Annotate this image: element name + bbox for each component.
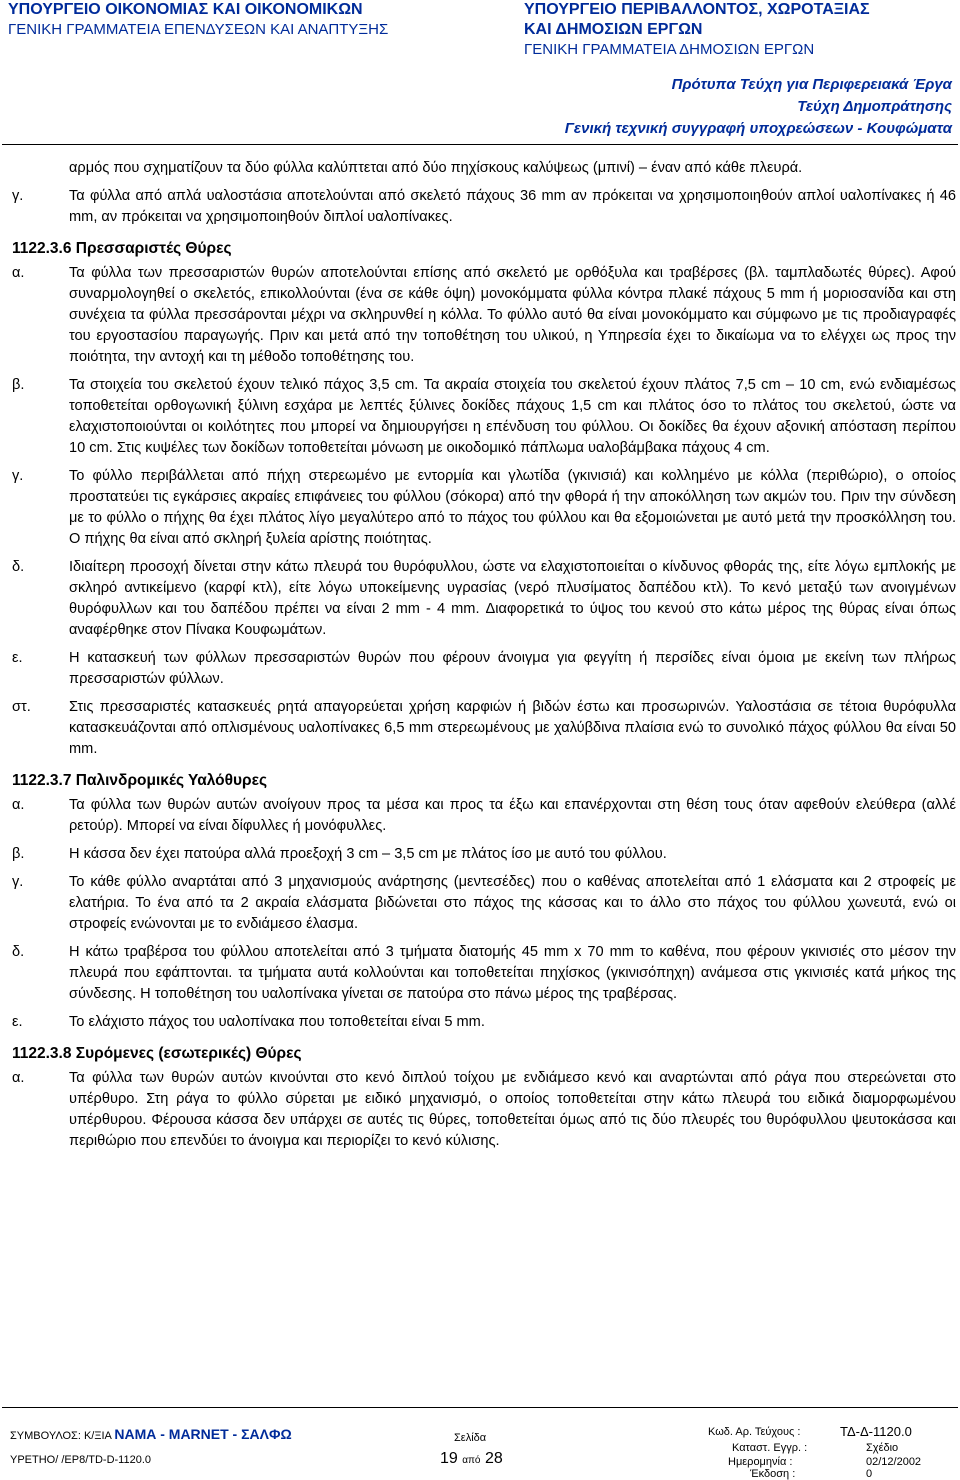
paragraph-text: αρμός που σχηματίζουν τα δύο φύλλα καλύπτεται από δύο πηχίσκους καλύψεως (μπινί) – έναν από κάθε πλευρά. <box>69 160 803 176</box>
list-text: Ιδιαίτερη προσοχή δίνεται στην κάτω πλευρά του θυρόφυλλου, ώστε να ελαχιστοποιείται ο κίνδυνος φθοράς της, είτε λόγω εμπλοκής με σκληρό αντικείμενο (καρφί κτλ), είτε λόγω υποκείμενης υγρασίας (νερό πλυσίματος δαπέδου κτλ). Το κενό μεταξύ των ανοιγμένων θυρόφυλλων και του δαπέδου πρέπει να είναι 2 mm - 4 mm. Διαφορετικά το ύψος του κενού στο κάτω μέρος της θύρας είναι όπως αναφέρθηκε στον Πίνακα Κουφωμάτων. <box>69 559 956 638</box>
list-item <box>12 375 956 459</box>
list-text: Η κάσσα δεν έχει πατούρα αλλά προεξοχή 3 cm – 3,5 cm με πλάτος ίσο με αυτό του φύλλου. <box>69 846 667 862</box>
ministry-economy-subtitle: ΓΕΝΙΚΗ ΓΡΑΜΜΑΤΕΙΑ ΕΠΕΝΔΥΣΕΩΝ ΚΑΙ ΑΝΑΠΤΥΞΗΣ <box>8 21 389 38</box>
code-key: Κωδ. Αρ. Τεύχους : <box>708 1426 801 1438</box>
stage-key: Καταστ. Εγγρ. : <box>732 1442 808 1454</box>
advisor <box>10 1426 292 1442</box>
document-series: Πρότυπα Τεύχη για Περιφερειακά Έργα <box>671 76 952 93</box>
section-heading: 1122.3.6 Πρεσσαριστές Θύρες <box>12 240 232 257</box>
document-subject: Γενική τεχνική συγγραφή υποχρεώσεων - Κουφώματα <box>564 120 952 137</box>
list-text: Το φύλλο περιβάλλεται από πήχη στερεωμένο με εντορμία και γλωτίδα (γκινισιά) και κολλημένο με κόλλα (περιθώριο), ο οποίος προστατεύει τις εγκάρσιες ακραίες επιφάνειες του φύλλου (σόκορα) από την φθορά ή την αποκόλληση των ακμών του. Πριν την σύνδεση με το φύλλο ο πήχης θα έχει πλάτος λίγο μεγαλύτερο από το πάχος του φύλλου και θα εξομοιώνεται με αυτό μετά την προσκόλληση του. Ο πήχης θα είναι από σκληρή ξυλεία αρίστης ποιότητας. <box>69 468 956 547</box>
list-text: Η κατασκευή των φύλλων πρεσσαριστών θυρών που φέρουν άνοιγμα για φεγγίτη ή περσίδες είναι όμοια με εκείνη των πλήρως πρεσσαριστών φύλλων. <box>69 650 956 687</box>
list-label: γ. <box>12 188 24 204</box>
list-item <box>12 648 956 690</box>
header-left <box>8 0 388 40</box>
list-label: στ. <box>12 699 31 715</box>
ministry-environment-title-line2: ΚΑΙ ΔΗΜΟΣΙΩΝ ΕΡΓΩΝ <box>524 21 703 38</box>
list-text: Τα φύλλα των θυρών αυτών κινούνται στο κενό διπλού τοίχου με ενδιάμεσο κενό και αναρτώνται από ράγα που στερεώνεται στο υπέρθυρο. Στη ράγα το φύλλο σύρεται με ειδικό μηχανισμό, ο οποίος τοποθετείται στην κάτω πλευρά του ειδικά διαμορφωμένου υπέρθυρου. Φέρουσα κάσσα δεν υπάρχει σε αυτές τις θύρες, τοποθετείται όμως από τις δύο πλευρές του θυρόφυλλου ψευτοκάσσα και περιθώριο που επενδύει το άνοιγμα και περιορίζει το κενό κύλισης. <box>69 1070 956 1149</box>
list-text: Τα φύλλα των θυρών αυτών ανοίγουν προς τα μέσα και προς τα έξω και επανέρχονται στη θέση τους όταν αφεθούν ελεύθερα (αλλέ ρετούρ). Μπορεί να είναι δίφυλλες ή μονόφυλλες. <box>69 797 956 834</box>
list-label: δ. <box>12 944 25 960</box>
section-heading: 1122.3.7 Παλινδρομικές Υαλόθυρες <box>12 772 268 789</box>
list-item <box>12 186 956 228</box>
document-type: Τεύχη Δημοπράτησης <box>797 98 952 115</box>
list-label: γ. <box>12 874 24 890</box>
ministry-economy-title: ΥΠΟΥΡΓΕΙΟ ΟΙΚΟΝΟΜΙΑΣ ΚΑΙ ΟΙΚΟΝΟΜΙΚΩΝ <box>8 1 363 18</box>
list-label: α. <box>12 1070 25 1086</box>
ministry-environment-title-line1: ΥΠΟΥΡΓΕΙΟ ΠΕΡΙΒΑΛΛΟΝΤΟΣ, ΧΩΡΟΤΑΞΙΑΣ <box>524 1 870 18</box>
page-of: από <box>462 1455 481 1466</box>
list-label: β. <box>12 846 25 862</box>
list-text: Τα φύλλα από απλά υαλοστάσια αποτελούνται από σκελετό πάχους 36 mm αν πρόκειται να χρησιμοποιηθούν απλοί υαλοπίνακες ή 46 mm, αν πρόκειται να χρησιμοποιηθούν διπλοί υαλοπίνακες. <box>69 188 956 225</box>
advisor-label: ΣΥΜΒΟΥΛΟΣ: Κ/ΞΙΑ <box>10 1430 112 1442</box>
date-key: Ημερομηνία : <box>728 1456 793 1468</box>
page-current: 19 <box>440 1450 458 1467</box>
page-total: 28 <box>484 1450 503 1467</box>
stage-value: Σχέδιο <box>866 1442 899 1454</box>
list-label: ε. <box>12 1014 23 1030</box>
footer-divider <box>2 1407 958 1408</box>
list-text: Τα στοιχεία του σκελετού έχουν τελικό πάχος 3,5 cm. Τα ακραία στοιχεία του σκελετού έχουν πλάτος 7,5 cm – 10 cm, ενώ ενδιαμέσως τοποθετείται ορθογωνική ξύλινη εσχάρα με λεπτές ξύλινες δοκίδες πάχους 1,5 cm και πλάτος όσο το πλάτος του σκελετού, ώστε να ελαχιστοποιούνται οι κοιλότητες που μπορεί να δημιουργήσει η επένδυση του φύλλου. Οι δοκίδες θα έχουν αξονική απόσταση περίπου 10 cm. Στις κυψέλες των δοκίδων τοποθετείται μόνωση με οικοδομικό πάπλωμα υαλοβάμβακα πάχους 4 cm. <box>69 377 956 456</box>
edition-value: 0 <box>866 1468 873 1480</box>
date-value: 02/12/2002 <box>866 1456 922 1468</box>
list-item <box>12 697 956 760</box>
code-value: ΤΔ-Δ-1120.0 <box>840 1424 912 1439</box>
list-label: α. <box>12 797 25 813</box>
paragraph <box>12 158 956 179</box>
advisor-name: ΝΑΜΑ - MARNET - ΣΑΛΦΩ <box>114 1426 292 1442</box>
file-code: ΥΡΕΤΗΟ/ /ΕΡ8/TD-D-1120.0 <box>10 1454 152 1466</box>
list-text: Στις πρεσσαριστές κατασκευές ρητά απαγορεύεται χρήση καρφιών ή βιδών έστω και προσωρινών. Υαλοστάσια σε τέτοια θυρόφυλλα κατασκευάζονται από οπλισμένους υαλοπίνακες 6,5 mm στερεωμένους με χαλύβδινα πλαίσια ενώ το συνολικό πάχος φύλλου θα είναι 50 mm. <box>69 699 956 757</box>
edition-key: Έκδοση : <box>750 1468 796 1480</box>
list-label: γ. <box>12 468 24 484</box>
list-text: Το κάθε φύλλο αναρτάται από 3 μηχανισμούς ανάρτησης (μεντεσέδες) που ο καθένας αποτελείται από 1 ελάσματα και 2 στροφείς με ελατήρια. Το ένα από τα 2 ακραία ελάσματα βιδώνεται στο πάχος της κάσσας και το άλλο στο πάχος του φύλλου χωνευτά, ενώ οι στροφείς ενώνονται με το ενδιάμεσο έλασμα. <box>69 874 956 932</box>
section-heading: 1122.3.8 Συρόμενες (εσωτερικές) Θύρες <box>12 1045 302 1062</box>
page-body <box>12 158 956 1152</box>
list-text: Η κάτω τραβέρσα του φύλλου αποτελείται από 3 τμήματα διατομής 45 mm x 70 mm το καθένα, που φέρουν γκινισιές στο μέσον την πλευρά που εφάπτονται. τα τμήματα αυτά κολλούνται και τοποθετείται πηχίσκος (γκινισόπηχη) ανάμεσα στις γκινισιές κατά μήκος της σύνδεσης. Η τοποθέτηση του υαλοπίνακα γίνεται σε πατούρα στο πάνω μέρος της τραβέρσας. <box>69 944 956 1002</box>
page-number <box>440 1450 503 1468</box>
list-label: α. <box>12 265 25 281</box>
ministry-environment-subtitle: ΓΕΝΙΚΗ ΓΡΑΜΜΑΤΕΙΑ ΔΗΜΟΣΙΩΝ ΕΡΓΩΝ <box>524 41 815 58</box>
page-label: Σελίδα <box>454 1432 487 1444</box>
list-label: δ. <box>12 559 25 575</box>
list-label: ε. <box>12 650 23 666</box>
list-item <box>12 557 956 641</box>
list-item <box>12 844 956 865</box>
list-item <box>12 872 956 935</box>
list-item <box>12 263 956 368</box>
document-title-block <box>565 74 952 140</box>
header-right <box>524 0 870 60</box>
list-item <box>12 1068 956 1152</box>
list-label: β. <box>12 377 25 393</box>
list-item <box>12 795 956 837</box>
header-divider <box>2 144 958 145</box>
list-text: Τα φύλλα των πρεσσαριστών θυρών αποτελούνται επίσης από σκελετό με ορθόξυλα και τραβέρσες (βλ. ταμπλαδωτές θύρες). Αφού συναρμολογηθεί ο σκελετός, επικολλούνται (ένα σε κάθε όψη) μονοκόμματα φύλλα κόντρα πλακέ πάχους 5 mm ή μοριοσανίδα και στη συνέχεια τα φύλλα πρεσσάρονται μέχρι να σκληρυνθεί η κόλλα. Το φύλλο αυτό θα είναι μονοκόμματο και σύμφωνο με τις προδιαγραφές του εργοστασίου παραγωγής. Πριν και μετά από την τοποθέτηση του υλικού, η Υπηρεσία έχει το δικαίωμα να το ελέγχει ως προς την ποιότητα, την αντοχή και τη μέθοδο τοποθέτησης του. <box>69 265 956 365</box>
list-text: Το ελάχιστο πάχος του υαλοπίνακα που τοποθετείται είναι 5 mm. <box>69 1014 485 1030</box>
list-item <box>12 1012 956 1033</box>
list-item <box>12 942 956 1005</box>
list-item <box>12 466 956 550</box>
